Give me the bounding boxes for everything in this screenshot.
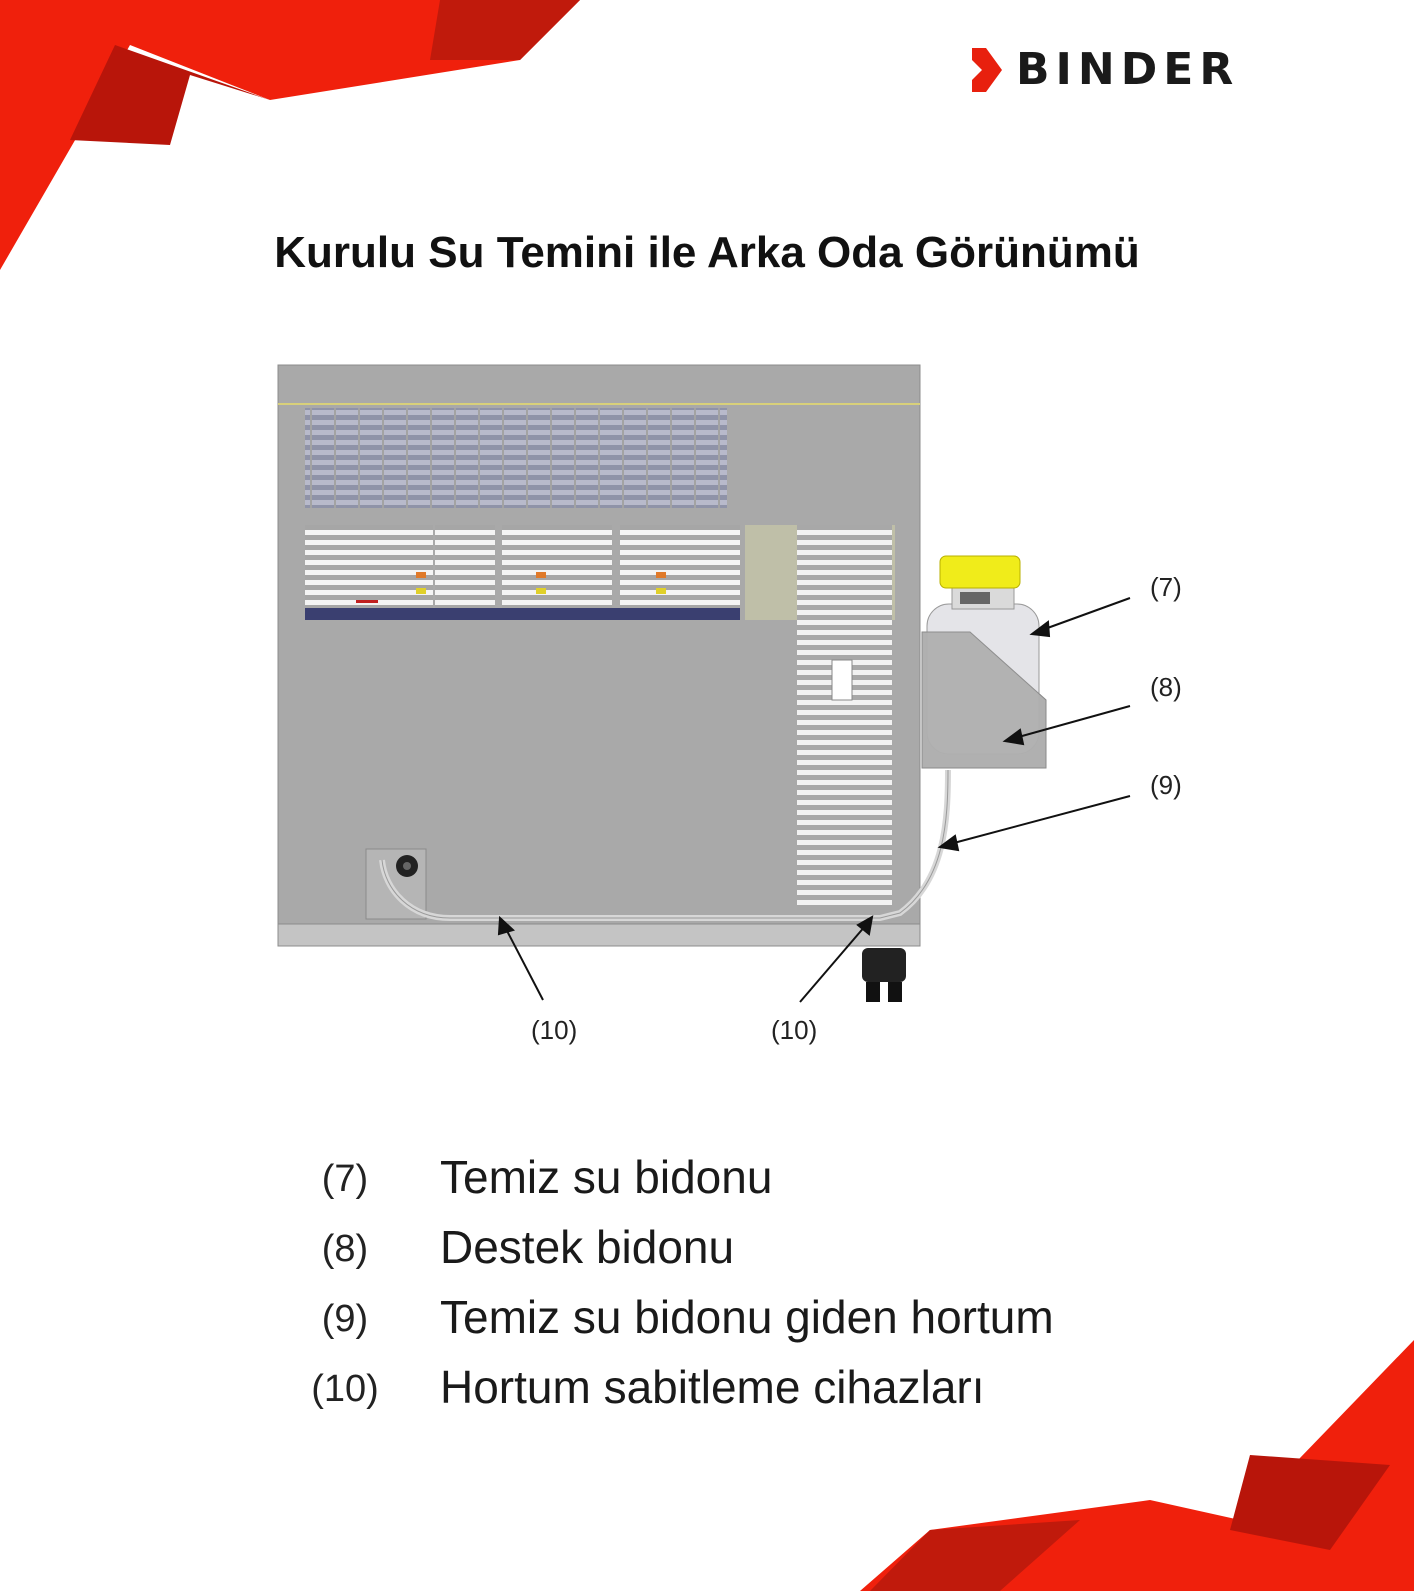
indicator-orange-2: [536, 572, 546, 578]
legend-text: Temiz su bidonu: [440, 1151, 773, 1203]
vent-label-plate: [832, 660, 852, 700]
indicator-red: [356, 600, 378, 603]
legend: [300, 1150, 1200, 1430]
indicator-yellow-3: [656, 588, 666, 594]
chamber-foot: [862, 948, 906, 982]
legend-text: Hortum sabitleme cihazları: [440, 1361, 985, 1413]
legend-row: [300, 1220, 1200, 1290]
middle-slots-right: [620, 525, 740, 620]
indicator-yellow-1: [416, 588, 426, 594]
legend-row: [300, 1150, 1200, 1220]
indicator-orange-1: [416, 572, 426, 578]
middle-slots-center2: [435, 525, 495, 620]
legend-number: (10): [311, 1368, 379, 1410]
legend-number: (8): [321, 1228, 369, 1270]
legend-number: (7): [321, 1158, 369, 1200]
indicator-orange-3: [656, 572, 666, 578]
page-title: Kurulu Su Temini ile Arka Oda Görünümü: [274, 228, 1140, 277]
middle-slots-center: [502, 525, 612, 620]
legend-row: [300, 1290, 1200, 1360]
indicator-yellow-2: [536, 588, 546, 594]
canister-cap: [940, 556, 1020, 588]
legend-text: Temiz su bidonu giden hortum: [440, 1291, 1054, 1343]
legend-text: Destek bidonu: [440, 1221, 735, 1273]
callout-8: (8): [1150, 672, 1182, 702]
top-grill: [305, 408, 727, 508]
callout-10-left: (10): [531, 1015, 578, 1045]
callout-9: (9): [1150, 770, 1182, 800]
bottom-rail: [278, 924, 920, 946]
arrow-9: [950, 796, 1130, 844]
right-vent-column: [797, 525, 892, 910]
legend-number: (9): [321, 1298, 369, 1340]
binder-logo-text: BINDER: [1016, 44, 1240, 95]
arrow-7: [1042, 598, 1130, 630]
middle-slots-left: [305, 525, 433, 620]
callout-7: (7): [1150, 572, 1182, 602]
component-strip: [305, 608, 740, 620]
callout-10-right: (10): [771, 1015, 818, 1045]
legend-row: [300, 1360, 1200, 1430]
